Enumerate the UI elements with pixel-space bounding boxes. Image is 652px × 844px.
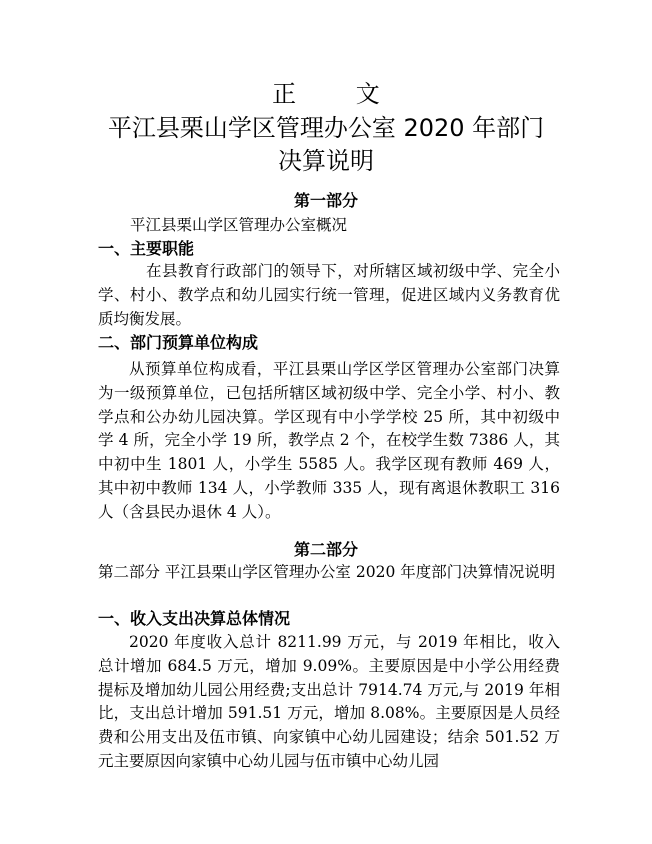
- section-income-expense-heading: 一、收入支出决算总体情况: [98, 609, 291, 628]
- section-main-functions-body: 在县教育行政部门的领导下，对所辖区域初级中学、完全小学、村小、教学点和幼儿园实行统一管理，促进区域内义务教育优质均衡发展。: [98, 262, 560, 328]
- part-two-subtitle: 第二部分 平江县栗山学区管理办公室 2020 年度部门决算情况说明: [98, 563, 556, 581]
- section-budget-units-heading: 二、部门预算单位构成: [98, 333, 259, 352]
- section-main-functions-heading: 一、主要职能: [98, 239, 195, 258]
- document-label-zhengwen: 正 文: [272, 80, 406, 108]
- section-income-expense-body: 2020 年度收入总计 8211.99 万元，与 2019 年相比，收入总计增加 684.5 万元，增加 9.09%。主要原因是中小学公用经费提标及增加幼儿园公用经费;支出总计 7914.74 万元,与 2019 年相比，支出总计增加 591.51 万元，增加 8.08%。主要原因是人员经费和公用支出及伍市镇、向家镇中心幼儿园建设；结余 501.52 万元主要原因向家镇中心幼儿园与伍市镇中心幼儿园: [98, 633, 560, 770]
- part-one-heading: 第一部分: [293, 191, 358, 210]
- part-one-subtitle: 平江县栗山学区管理办公室概况: [130, 216, 348, 234]
- section-budget-units-body: 从预算单位构成看，平江县栗山学区学区管理办公室部门决算为一级预算单位，已包括所辖区域初级中学、完全小学、村小、教学点和公办幼儿园决算。学区现有中小学学校 25 所，其中初级中学 4 所，完全小学 19 所，教学点 2 个，在校学生数 7386 人，其中初中生 1801 人，小学生 5585 人。我学区现有教师 469 人，其中初中教师 134 人，小学教师 335 人，现有离退休教职工 316 人（含县民办退休 4 人）。: [98, 360, 560, 521]
- document-title-line-2: 决算说明: [278, 147, 374, 175]
- part-two-heading: 第二部分: [293, 540, 358, 559]
- document-title-line-1: 平江县栗山学区管理办公室 2020 年部门: [107, 114, 545, 142]
